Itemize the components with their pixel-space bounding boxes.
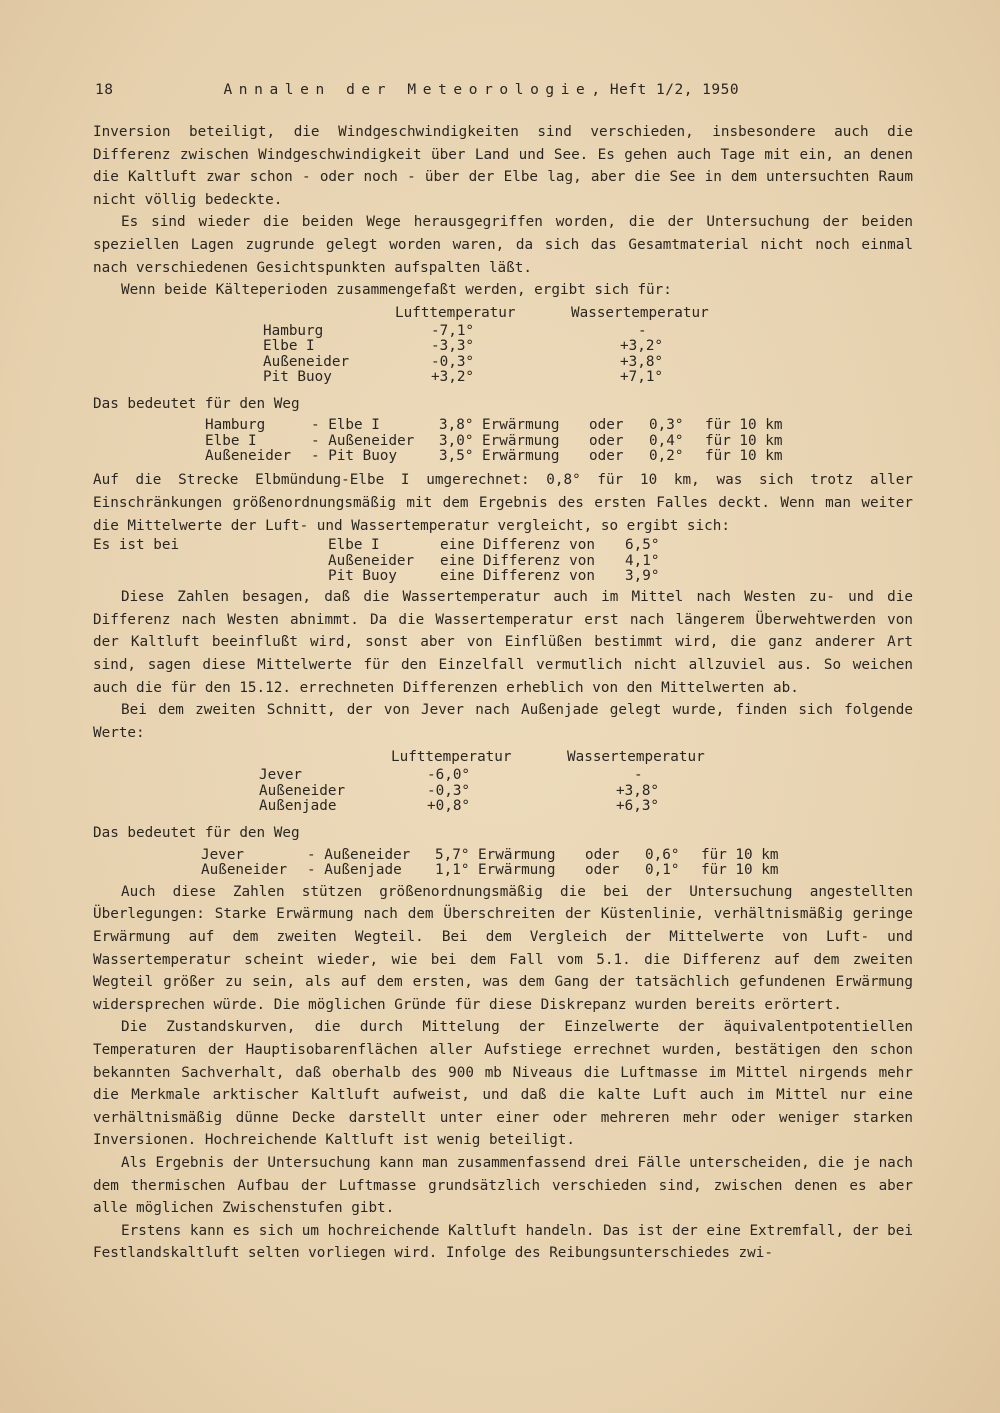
table-row: Pit Buoy +3,2° +7,1° [263,369,664,386]
table-row: Außenjade +0,8° +6,3° [259,798,660,815]
column-header: Wassertemperatur [567,749,705,766]
table-row: Hamburg - Elbe I 3,8° Erwärmung oder 0,3° für 10 km [205,417,783,434]
warming-table-2 [93,848,913,881]
document-body [93,121,913,1265]
table-row: Außeneider -0,3° +3,8° [259,782,660,799]
paragraph: Erstens kann es sich um hochreichende Kaltluft handeln. Das ist der eine Extremfall, der bei Festlandskaltluft selten vorliegen wird. Infolge des Reibungsunterschiedes zwi- [93,1222,913,1262]
paragraph: Das bedeutet für den Weg [93,395,300,412]
journal-title: Annalen der Meteorologie [223,82,592,98]
paragraph: Auf die Strecke Elbmündung-Elbe I umgerechnet: 0,8° für 10 km, was sich trotz aller Einschränkungen größenordnungsmäßig mit dem Ergebnis des ersten Falles deckt. Wenn man weiter die Mittelwerte der Luft- und Wassertemperatur vergleicht, so ergibt sich: [93,472,913,534]
temperature-table-2 [93,746,913,822]
table-row: Jever - Außeneider 5,7° Erwärmung oder 0,6° für 10 km [201,846,779,863]
paragraph: Inversion beteiligt, die Windgeschwindigkeiten sind verschieden, insbesondere auch die Differenz zwischen Windgeschwindigkeit über Land und See. Es gehen auch Tage mit ein, an denen die Kaltluft zwar schon - oder noch - über der Elbe lag, aber die See in dem untersuchten Raum nicht völlig bedeckte. [93,124,913,208]
table-row: Elbe I - Außeneider 3,0° Erwärmung oder 0,4° für 10 km [205,432,783,449]
paragraph: Bei dem zweiten Schnitt, der von Jever nach Außenjade gelegt wurde, finden sich folgende Werte: [93,702,913,741]
table-header-row [93,302,913,324]
table-row: Jever -6,0° - [259,767,643,784]
warming-table-1 [93,418,913,467]
table-row: Es ist bei Elbe I eine Differenz von 6,5° [93,537,660,554]
table-row: Elbe I -3,3° +3,2° [263,338,664,355]
paragraph: Das bedeutet für den Weg [93,825,300,842]
paragraph: Die Zustandskurven, die durch Mittelung der Einzelwerte der äquivalentpotentiellen Temperaturen der Hauptisobarenflächen aller Aufstiege errechnet wurden, bestätigen den schon bekannten Sachverhalt, daß oberhalb des 900 mb Niveaus die Luftmasse im Mittel nirgends mehr die Merkmale arktischer Kaltluft aufweist, und daß die kalte Luft auch im Mittel nur eine verhältnismäßig dünne Decke darstellt unter einer oder mehreren mehr oder weniger starken Inversionen. Hochreichende Kaltluft ist wenig beteiligt. [93,1019,913,1149]
paragraph: Diese Zahlen besagen, daß die Wassertemperatur auch im Mittel nach Westen zu- und die Differenz nach Westen abnimmt. Da die Wassertemperatur erst nach längerem Überwehtwerden von der Kaltluft beeinflußt wird, sonst aber von Einflüßen bestimmt wird, die ganz anderer Art sind, sagen diese Mittelwerte für den Einzelfall vermutlich nicht allzuviel aus. So weichen auch die für den 15.12. errechneten Differenzen erheblich von den Mittelwerten ab. [93,589,913,696]
table-row: Außeneider - Pit Buoy 3,5° Erwärmung oder 0,2° für 10 km [205,448,783,465]
journal-issue: , Heft 1/2, 1950 [591,82,740,98]
table-row: Hamburg -7,1° - [263,322,647,339]
table-intro: Es ist bei [93,537,180,554]
page-number: 18 [95,82,114,98]
page-header [95,82,855,98]
paragraph: Wenn beide Kälteperioden zusammengefaßt werden, ergibt sich für: [121,282,672,299]
paragraph: Auch diese Zahlen stützen größenordnungsmäßig die bei der Untersuchung angestellten Überlegungen: Starke Erwärmung nach dem Überschreiten der Küstenlinie, verhältnismäßig geringe Erwärmung auf dem zweiten Wegteil. Bei dem Vergleich der Mittelwerte von Luft- und Wassertemperatur scheint wieder, wie bei dem Fall vom 5.1. die Differenz auf dem zweiten Wegteil größer zu sein, als auf dem ersten, was dem Gang der tatsächlich gefundenen Erwärmung widersprechen würde. Die möglichen Gründe für diese Diskrepanz wurden bereits erörtert. [93,883,913,1013]
column-header: Wassertemperatur [571,304,709,321]
paragraph: Es sind wieder die beiden Wege herausgegriffen worden, die der Untersuchung der beiden speziellen Lagen zugrunde gelegt worden waren, da sich das Gesamtmaterial nicht noch einmal nach verschiedenen Gesichtspunkten aufspalten läßt. [93,214,913,276]
table-row: Außeneider eine Differenz von 4,1° [328,552,660,569]
table-row: Außeneider -0,3° +3,8° [263,353,664,370]
table-row: Außeneider - Außenjade 1,1° Erwärmung oder 0,1° für 10 km [201,862,779,879]
paragraph: Als Ergebnis der Untersuchung kann man zusammenfassend drei Fälle unterscheiden, die je nach dem thermischen Aufbau der Luftmasse grundsätzlich verschieden sind, zwischen denen es aber alle möglichen Zwischenstufen gibt. [93,1155,913,1217]
temperature-table-1 [93,302,913,391]
difference-table [93,538,913,586]
column-header: Lufttemperatur [391,749,512,766]
table-row: Pit Buoy eine Differenz von 3,9° [328,568,660,585]
table-header-row [93,746,913,768]
column-header: Lufttemperatur [395,304,516,321]
